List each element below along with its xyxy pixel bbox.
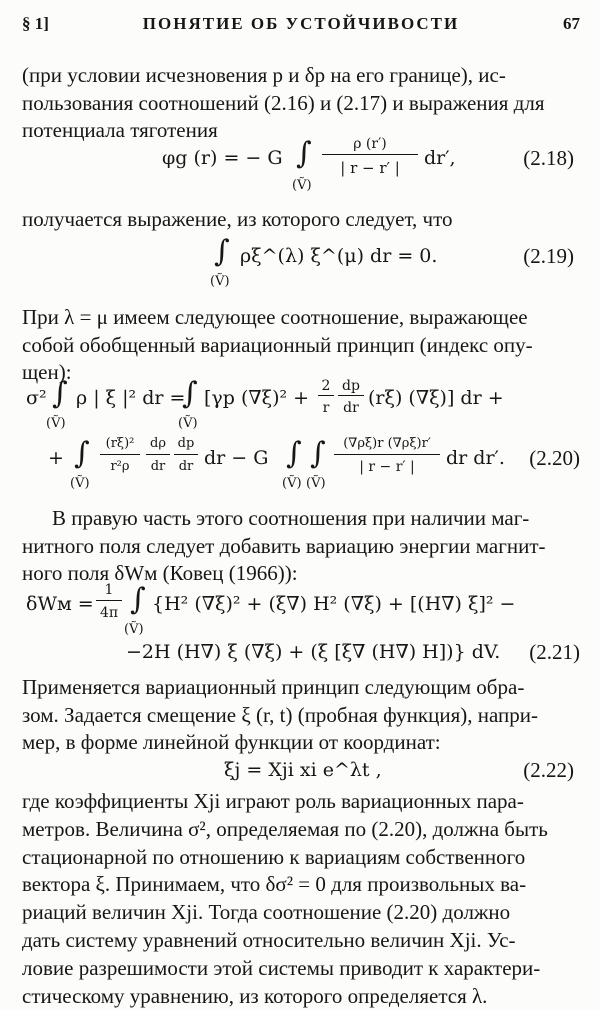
eq-2-22-number: (2.22): [523, 758, 574, 782]
eq-2-20-number: (2.20): [529, 446, 580, 470]
paragraph-5: Применяется вариационный принцип следующим обра- зом. Задается смещение ξ (r, t) (пробная функция), напри- мер, в форме линейной функции от координат:: [22, 675, 538, 754]
frac-num: (rξ)²: [105, 436, 135, 451]
eq-2-20-line1-rhs: [γp (∇ξ)² +: [204, 387, 310, 409]
frac-num: dp: [342, 378, 360, 394]
paragraph-3: При λ = μ имеем следующее соотношение, выражающее собой обобщенный вариационный принцип (индекс опу- щен):: [22, 305, 533, 384]
eq-2-20-domain-3: (Ṽ): [70, 476, 90, 491]
eq-2-20-domain-1: (Ṽ): [46, 416, 66, 431]
eq-2-18-domain: (Ṽ): [292, 178, 312, 193]
eq-2-19-body: ρξ^(λ) ξ^(μ) dr = 0.: [240, 245, 438, 267]
integral-sign: ∫: [52, 376, 68, 411]
integral-sign: ∫: [74, 436, 90, 471]
frac-den: r: [322, 400, 330, 416]
eq-2-20-line1-tail: (rξ) (∇ξ)] dr +: [368, 387, 504, 409]
frac-den: dr: [150, 459, 166, 474]
eq-2-20-domain-2: (Ṽ): [178, 416, 198, 431]
eq-2-20-domain-4: (Ṽ): [282, 476, 302, 491]
eq-2-19-number: (2.19): [523, 244, 574, 268]
eq-2-21-lhs: δWм =: [26, 593, 94, 615]
eq-2-18-lhs: φg (r) = − G: [162, 147, 283, 169]
eq-2-19-domain: (Ṽ): [210, 274, 230, 289]
integral-sign: ∫: [296, 136, 312, 171]
eq-2-21-line1: {H² (∇ξ)² + (ξ∇) H² (∇ξ) + [(H∇) ξ]² −: [152, 593, 516, 615]
eq-2-22-body: ξj = Xji xi e^λt ,: [224, 759, 382, 781]
running-title: ПОНЯТИЕ ОБ УСТОЙЧИВОСТИ: [142, 14, 460, 33]
page-number: 67: [563, 14, 580, 33]
frac-den: r²ρ: [110, 459, 130, 474]
eq-2-20-domain-5: (Ṽ): [306, 476, 326, 491]
eq-2-20-sigma: σ²: [26, 387, 47, 409]
eq-2-20-line1-mid: ρ | ξ |² dr =: [76, 387, 186, 409]
frac-num: 1: [104, 582, 114, 598]
paragraph-1: (при условии исчезновения p и δp на его границе), ис- пользования соотношений (2.16) и (2.17) и выражения для потенциала тяготения: [22, 63, 545, 142]
eq-2-18-number: (2.18): [523, 146, 574, 170]
frac-num: dρ: [150, 436, 166, 451]
frac-num: 2: [321, 378, 331, 394]
frac-den: | r − r′ |: [359, 459, 415, 475]
integral-sign: ∫: [310, 436, 326, 471]
eq-2-18-rest: dr′,: [424, 147, 456, 169]
paragraph-6: где коэффициенты Xji играют роль вариационных пара- метров. Величина σ², определяемая по (2.20), должна быть стационарной по отношению к вариациям собственного вектора ξ. Принимаем, что δσ² = 0 для произвольных ва- риаций величин Xji. Тогда соотношение (2.20) должно дать систему уравнений относительно величин Xji. Ус- ловие разрешимости этой системы приводит к характери- стическому уравнению, из которого определяется λ.: [22, 789, 548, 1008]
integral-sign: ∫: [214, 234, 230, 269]
section-mark: § 1]: [22, 14, 49, 33]
paragraph-4: В правую часть этого соотношения при наличии маг- нитного поля следует добавить вариацию энергии магнит- ного поля δWм (Ковец (1966)):: [22, 506, 546, 585]
eq-2-20-line2-mid: dr − G: [204, 447, 269, 469]
eq-2-18-denominator: | r − r′ |: [340, 159, 400, 177]
eq-2-20-line2-tail: dr dr′.: [446, 447, 505, 469]
eq-2-18-numerator: ρ (r′): [353, 136, 387, 152]
frac-num: dp: [177, 436, 195, 451]
fraction-bar: [322, 154, 418, 155]
integral-sign: ∫: [130, 582, 146, 617]
paragraph-2: получается выражение, из которого следует, что: [22, 207, 453, 231]
frac-den: dr: [343, 400, 359, 416]
eq-2-21-line2: −2H (H∇) ξ (∇ξ) + (ξ [ξ∇ (H∇) H])} dV.: [126, 641, 501, 663]
plus-sign: +: [48, 447, 64, 469]
eq-2-21-number: (2.21): [529, 640, 580, 664]
integral-sign: ∫: [182, 376, 198, 411]
integral-sign: ∫: [286, 436, 302, 471]
eq-2-21-domain: (Ṽ): [124, 622, 144, 637]
frac-num: (∇ρξ)r (∇ρξ)r′: [343, 436, 431, 451]
frac-den: dr: [178, 459, 194, 474]
frac-den: 4π: [99, 605, 119, 621]
running-header: [22, 14, 580, 38]
